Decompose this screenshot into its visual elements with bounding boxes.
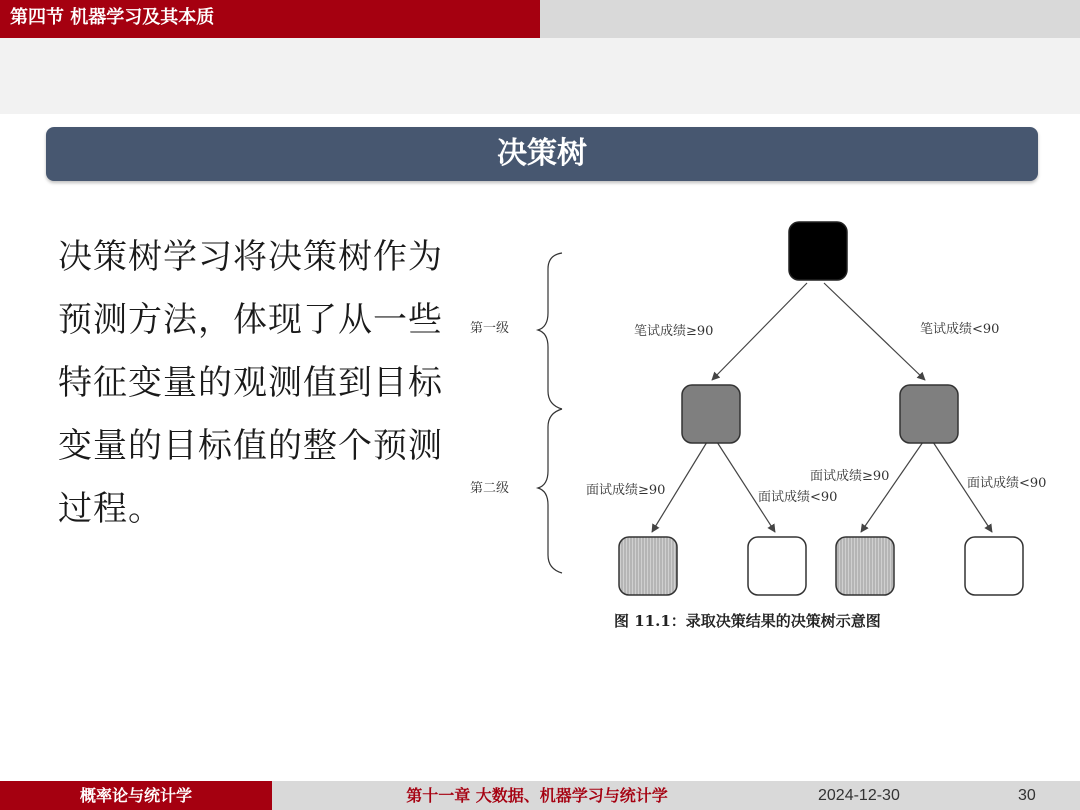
edge-label-interview-lt-right: 面试成绩<90: [967, 476, 1047, 491]
edge-label-interview-lt-left: 面试成绩<90: [758, 490, 838, 505]
edge-left-right: [717, 442, 775, 532]
edge-label-written-lt: 笔试成绩<90: [920, 322, 1000, 337]
footer-chapter: 第十一章 大数据、机器学习与统计学: [406, 786, 668, 805]
tree-node-root: [789, 222, 847, 280]
slide-body-text: 决策树学习将决策树作为预测方法，体现了从一些特征变量的观测值到目标变量的目标值的整个预测过程。: [58, 237, 443, 529]
tree-leaf-4: [965, 537, 1023, 595]
edge-root-right: [824, 283, 925, 380]
header-band: [0, 38, 1080, 114]
figure-caption: 图 11.1：录取决策结果的决策树示意图: [614, 612, 881, 630]
tree-leaf-1: [619, 537, 677, 595]
edge-label-written-ge: 笔试成绩≥90: [634, 324, 714, 339]
edge-root-left: [712, 283, 807, 380]
footer-date: 2024-12-30: [818, 787, 900, 804]
level1-label: 第一级: [470, 321, 510, 336]
header-section-block: [0, 0, 540, 38]
level-brace: [538, 253, 562, 409]
footer-bar: [0, 781, 1080, 810]
footer-course: 概率论与统计学: [0, 781, 272, 810]
tree-leaf-2: [748, 537, 806, 595]
edge-label-interview-ge-right: 面试成绩≥90: [810, 469, 890, 484]
footer-page-number: 30: [1018, 787, 1036, 804]
slide-title: 决策树: [497, 136, 587, 171]
decision-tree-figure: [462, 215, 1052, 600]
slide-title-bar: [46, 127, 1038, 181]
tree-node-level1-right: [900, 385, 958, 443]
edge-right-left: [861, 442, 923, 532]
tree-node-level1-left: [682, 385, 740, 443]
level-brace-lower: [538, 409, 562, 573]
header-bar: [0, 0, 1080, 38]
level2-label: 第二级: [470, 481, 510, 496]
section-title: 第四节 机器学习及其本质: [10, 7, 215, 28]
edge-label-interview-ge-left: 面试成绩≥90: [586, 483, 666, 498]
tree-leaf-3: [836, 537, 894, 595]
